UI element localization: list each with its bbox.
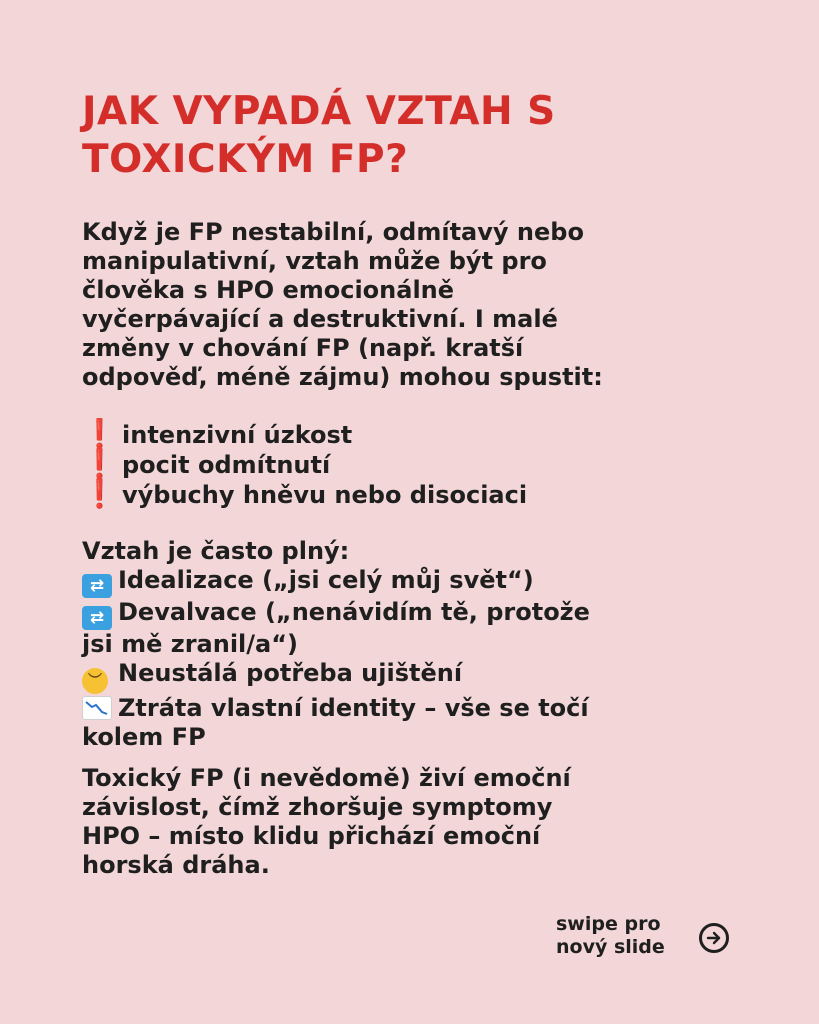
title-line-2: TOXICKÝM FP? [82, 137, 409, 182]
intro-line: Když je FP nestabilní, odmítavý nebo [82, 218, 584, 246]
repeat-icon: ⇄ [82, 606, 112, 630]
alert-item-label: pocit odmítnutí [122, 451, 331, 479]
conclusion-line: Toxický FP (i nevědomě) živí emoční [82, 764, 571, 792]
list-item-continuation: kolem FP [82, 723, 206, 751]
relationship-item-label: Devalvace („nenávidím tě, protože [118, 598, 590, 626]
relationship-item-label: Idealizace („jsi celý můj svět“) [118, 566, 534, 594]
alert-item-label: výbuchy hněvu nebo disociaci [122, 481, 528, 509]
intro-line: změny v chování FP (např. kratší [82, 334, 524, 362]
exclamation-icon: ❗ [82, 417, 117, 450]
conclusion-line: závislost, čímž zhoršuje symptomy [82, 793, 553, 821]
chart-decreasing-icon [82, 696, 112, 720]
alert-item-label: intenzivní úzkost [122, 421, 353, 449]
list-item [82, 598, 742, 630]
list-item [82, 447, 742, 480]
list-item-continuation: jsi mě zranil/a“) [82, 630, 298, 658]
conclusion-paragraph [82, 764, 742, 880]
conclusion-line: horská dráha. [82, 851, 270, 879]
exclamation-icon: ❗ [82, 477, 117, 510]
intro-line: odpověď, méně zájmu) mohou spustit: [82, 363, 603, 391]
swipe-hint [556, 913, 665, 959]
list-item [82, 694, 742, 723]
list-item [82, 659, 742, 694]
pensive-face-icon: ︶ [82, 668, 108, 694]
title-line-1: JAK VYPADÁ VZTAH S [82, 89, 556, 134]
list-item [82, 566, 742, 598]
conclusion-line: HPO – místo klidu přichází emoční [82, 822, 541, 850]
intro-paragraph [82, 218, 742, 392]
list-item [82, 417, 742, 450]
intro-line: člověka s HPO emocionálně [82, 276, 455, 304]
alert-list [82, 417, 742, 510]
relationship-heading: Vztah je často plný: [82, 537, 350, 565]
list-item [82, 477, 742, 510]
repeat-icon: ⇄ [82, 574, 112, 598]
intro-line: manipulativní, vztah může být pro [82, 247, 547, 275]
relationship-item-label: Ztráta vlastní identity – vše se točí [118, 694, 589, 722]
swipe-hint-line: swipe pro [556, 913, 661, 935]
swipe-hint-line: nový slide [556, 936, 665, 958]
arrow-right-circle-icon[interactable] [699, 923, 729, 953]
exclamation-icon: ❗ [82, 447, 117, 480]
intro-line: vyčerpávající a destruktivní. I malé [82, 305, 558, 333]
relationship-item-label: Neustálá potřeba ujištění [118, 659, 463, 687]
page-title [82, 88, 762, 184]
relationship-list [82, 537, 742, 752]
